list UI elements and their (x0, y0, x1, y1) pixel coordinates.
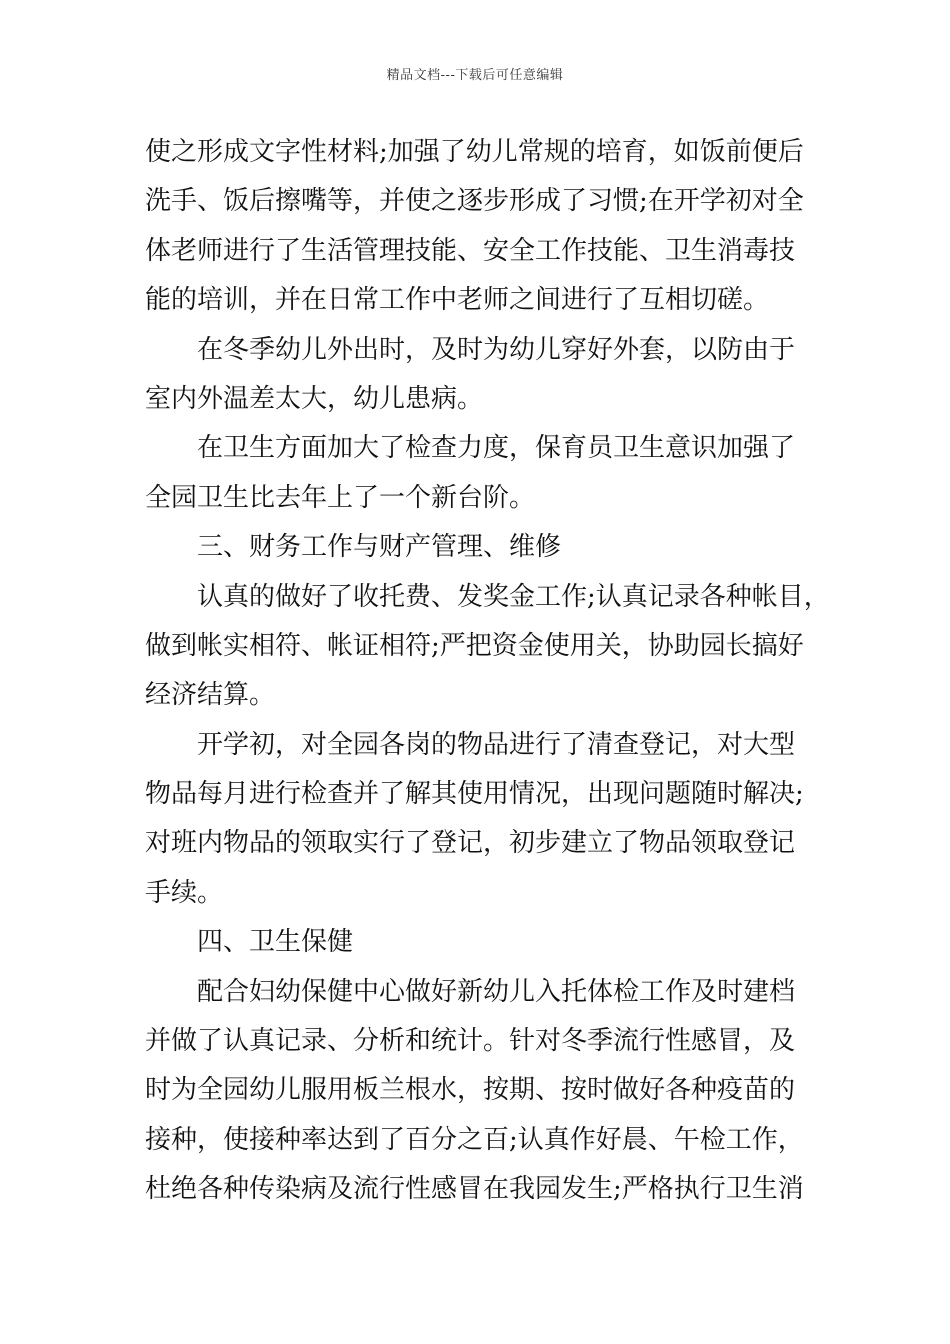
section-heading: 三、财务工作与财产管理、维修 (197, 532, 562, 563)
text-line: 室内外温差太大，幼儿患病。 (145, 383, 484, 414)
text-line: 在卫生方面加大了检查力度，保育员卫生意识加强了 (197, 433, 796, 464)
text-line: 时为全园幼儿服用板兰根水，按期、按时做好各种疫苗的 (145, 1075, 796, 1106)
page-header: 精品文档---下载后可任意编辑 (386, 68, 564, 83)
text-line: 洗手、饭后擦嘴等，并使之逐步形成了习惯;在开学初对全 (145, 186, 804, 217)
text-line: 能的培训，并在日常工作中老师之间进行了互相切磋。 (145, 285, 770, 316)
text-line: 杜绝各种传染病及流行性感冒在我园发生;严格执行卫生消 (145, 1174, 804, 1205)
text-line: 手续。 (145, 877, 224, 908)
text-line: 在冬季幼儿外出时，及时为幼儿穿好外套，以防由于 (197, 334, 796, 365)
text-line: 开学初，对全园各岗的物品进行了清查登记，对大型 (197, 729, 796, 760)
section-heading: 四、卫生保健 (197, 927, 354, 958)
text-line: 做到帐实相符、帐证相符;严把资金使用关，协助园长搞好 (145, 630, 804, 661)
text-line: 接种，使接种率达到了百分之百;认真作好晨、午检工作， (145, 1124, 804, 1155)
text-line: 使之形成文字性材料;加强了幼儿常规的培育，如饭前便后 (145, 137, 804, 167)
text-line: 体老师进行了生活管理技能、安全工作技能、卫生消毒技 (145, 235, 796, 266)
document-body (145, 128, 830, 1215)
text-line: 经济结算。 (145, 680, 276, 711)
text-line: 全园卫生比去年上了一个新台阶。 (145, 482, 536, 513)
text-line: 并做了认真记录、分析和统计。针对冬季流行性感冒，及 (145, 1026, 796, 1057)
text-line: 认真的做好了收托费、发奖金工作;认真记录各种帐目， (197, 581, 830, 612)
text-line: 对班内物品的领取实行了登记，初步建立了物品领取登记 (145, 828, 796, 859)
text-line: 配合妇幼保健中心做好新幼儿入托体检工作及时建档 (197, 976, 796, 1007)
text-line: 物品每月进行检查并了解其使用情况，出现问题随时解决; (145, 779, 804, 810)
